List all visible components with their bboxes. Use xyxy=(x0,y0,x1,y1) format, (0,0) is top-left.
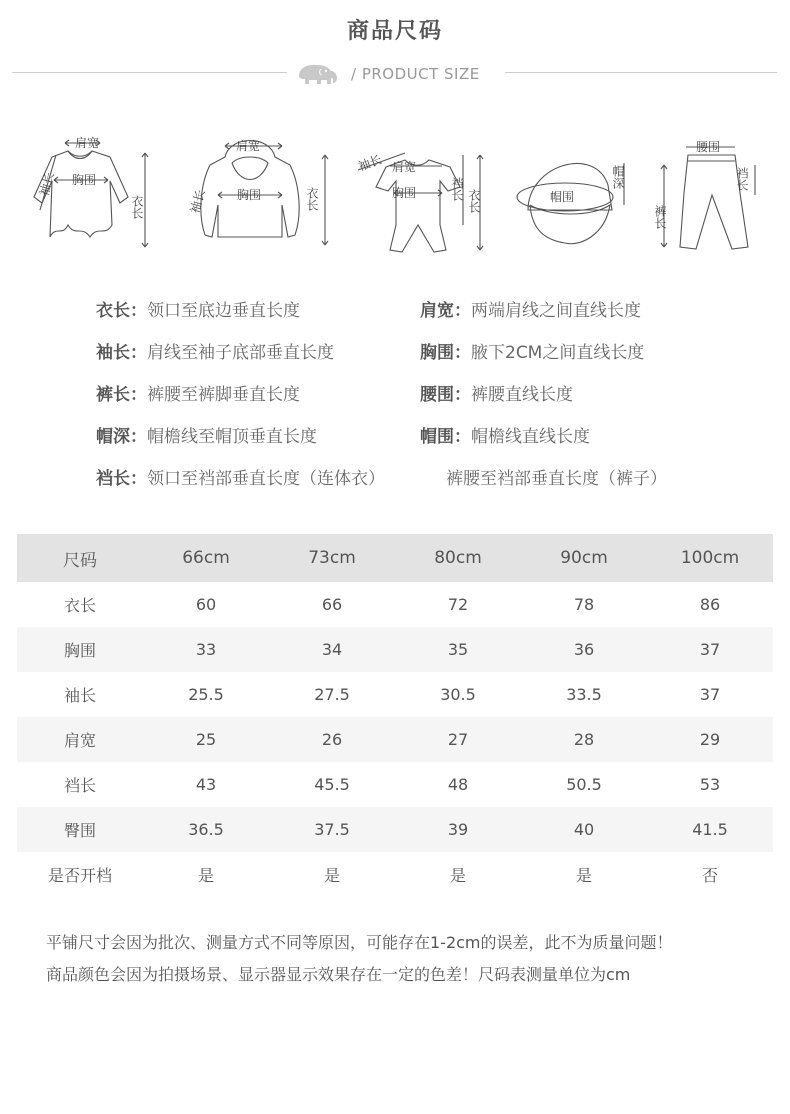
table-cell: 37 xyxy=(647,627,773,672)
definition-item: 裆长：领口至裆部垂直长度（连体衣） xyxy=(96,469,385,489)
table-cell: 是 xyxy=(575,866,592,885)
table-row xyxy=(17,717,773,762)
subtitle-row xyxy=(295,62,480,86)
dress-chest-label: 胸围 xyxy=(72,173,97,187)
row-label: 胸围 xyxy=(17,627,143,672)
dress-sleeve-label: 袖长 xyxy=(37,170,57,198)
definition-item: 帽深：帽檐线至帽顶垂直长度 xyxy=(96,427,317,447)
pants-inseam-label: 裤长 xyxy=(653,205,667,229)
table-row xyxy=(17,762,773,807)
table-header: 66cm xyxy=(143,534,269,582)
table-cell: 28 xyxy=(521,717,647,762)
definition-item-extra: 裤腰至裆部垂直长度（裤子） xyxy=(446,469,667,489)
table-header-row xyxy=(17,534,773,582)
table-cell: 否 xyxy=(701,866,718,885)
hoodie-chest-label: 胸围 xyxy=(237,188,262,202)
table-cell: 37 xyxy=(699,685,721,704)
table-row xyxy=(17,582,773,627)
table-cell: 43 xyxy=(195,775,217,794)
table-row xyxy=(17,672,773,717)
table-cell: 33 xyxy=(143,627,269,672)
elephant-icon xyxy=(295,62,341,86)
hoodie-sleeve-label: 袖长 xyxy=(187,188,208,215)
table-header: 73cm xyxy=(269,534,395,582)
measurement-diagrams xyxy=(20,125,770,260)
definition-item: 肩宽：两端肩线之间直线长度 xyxy=(420,301,641,321)
row-label: 肩宽 xyxy=(17,717,143,762)
romper-crotch-label: 裆长 xyxy=(450,177,464,201)
pants-waist-label: 腰围 xyxy=(696,140,721,154)
definition-item: 裤长：裤腰至裤脚垂直长度 xyxy=(96,385,300,405)
table-cell: 35 xyxy=(395,627,521,672)
definition-item: 帽围：帽檐线直线长度 xyxy=(420,427,590,447)
page-title: 商品尺码 xyxy=(346,19,443,44)
table-cell: 37.5 xyxy=(269,807,395,852)
table-cell: 48 xyxy=(447,775,469,794)
table-cell: 34 xyxy=(269,627,395,672)
divider-right xyxy=(505,72,777,73)
table-cell: 39 xyxy=(395,807,521,852)
table-cell: 是 xyxy=(323,866,340,885)
table-cell: 29 xyxy=(647,717,773,762)
table-cell: 45.5 xyxy=(314,775,350,794)
hat-depth-label: 帽深 xyxy=(611,165,625,189)
table-cell: 66 xyxy=(321,595,343,614)
row-label: 是否开档 xyxy=(47,866,112,885)
table-cell: 25 xyxy=(143,717,269,762)
table-row xyxy=(17,627,773,672)
table-cell: 25.5 xyxy=(188,685,224,704)
row-label: 袖长 xyxy=(63,686,96,705)
definition-item: 腰围：裤腰直线长度 xyxy=(420,385,573,405)
romper-shoulder-label: 肩宽 xyxy=(392,160,417,174)
table-cell: 60 xyxy=(195,595,217,614)
note-line: 平铺尺寸会因为批次、测量方式不同等原因，可能存在1-2cm的误差，此不为质量问题！ xyxy=(46,933,673,952)
table-cell: 78 xyxy=(573,595,595,614)
pants-crotch-label: 裆长 xyxy=(735,167,749,191)
table-body xyxy=(17,582,773,897)
table-cell: 27.5 xyxy=(314,685,350,704)
table-header: 90cm xyxy=(521,534,647,582)
table-cell: 26 xyxy=(269,717,395,762)
garment-diagrams-svg xyxy=(20,125,770,260)
table-cell: 27 xyxy=(395,717,521,762)
row-label: 臀围 xyxy=(17,807,143,852)
table-cell: 30.5 xyxy=(440,685,476,704)
table-header: 100cm xyxy=(647,534,773,582)
row-label: 衣长 xyxy=(63,596,96,615)
subtitle-text: / PRODUCT SIZE xyxy=(351,65,480,83)
table-cell: 72 xyxy=(447,595,469,614)
table-cell: 36.5 xyxy=(143,807,269,852)
hat-brim-label: 帽围 xyxy=(550,190,575,204)
row-label: 裆长 xyxy=(63,776,96,795)
size-table xyxy=(17,534,773,897)
table-row xyxy=(17,852,773,897)
hoodie-length-label: 衣长 xyxy=(305,187,319,211)
table-cell: 86 xyxy=(699,595,721,614)
table-header: 尺码 xyxy=(17,534,143,582)
table-cell: 33.5 xyxy=(566,685,602,704)
table-cell: 50.5 xyxy=(566,775,602,794)
dress-shoulder-label: 肩宽 xyxy=(75,136,100,150)
romper-sleeve-label: 袖长 xyxy=(356,152,384,174)
table-cell: 53 xyxy=(699,775,721,794)
table-cell: 41.5 xyxy=(647,807,773,852)
romper-chest-label: 胸围 xyxy=(392,186,417,200)
table-cell: 40 xyxy=(521,807,647,852)
table-cell: 是 xyxy=(197,866,214,885)
definition-item: 胸围：腋下2CM之间直线长度 xyxy=(420,343,645,363)
definition-item: 袖长：肩线至袖子底部垂直长度 xyxy=(96,343,334,363)
pants-diagram xyxy=(661,147,755,249)
table-header: 80cm xyxy=(395,534,521,582)
divider-left xyxy=(12,72,287,73)
table-cell: 是 xyxy=(449,866,466,885)
hoodie-shoulder-label: 肩宽 xyxy=(236,139,261,153)
romper-length-label: 衣长 xyxy=(467,189,481,213)
dress-length-label: 衣长 xyxy=(130,195,144,219)
note-line: 商品颜色会因为拍摄场景、显示器显示效果存在一定的色差！尺码表测量单位为cm xyxy=(46,965,631,984)
table-cell: 36 xyxy=(521,627,647,672)
definition-item: 衣长：领口至底边垂直长度 xyxy=(96,301,300,321)
table-row xyxy=(17,807,773,852)
